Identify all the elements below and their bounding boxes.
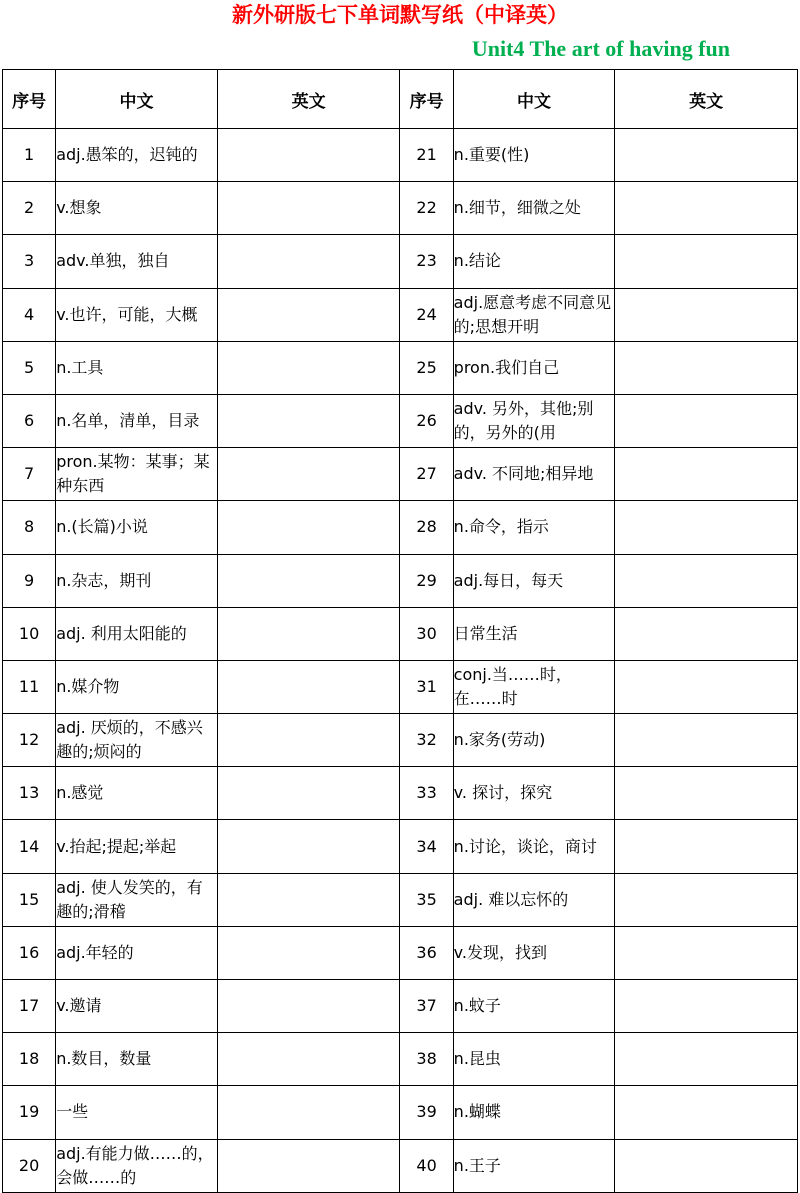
item-number: 29	[400, 554, 453, 607]
table-row	[3, 1033, 798, 1086]
chinese-meaning: v.也许，可能，大概	[56, 288, 218, 341]
item-number: 32	[400, 714, 453, 767]
item-number: 19	[3, 1086, 56, 1139]
item-number: 3	[3, 235, 56, 288]
item-number: 11	[3, 660, 56, 713]
chinese-meaning: n.蝴蝶	[453, 1086, 615, 1139]
chinese-meaning: adj.愿意考虑不同意见的;思想开明	[453, 288, 615, 341]
table-row	[3, 182, 798, 235]
chinese-meaning: adv.单独，独自	[56, 235, 218, 288]
english-answer-blank[interactable]	[217, 182, 400, 235]
item-number: 34	[400, 820, 453, 873]
item-number: 40	[400, 1139, 453, 1192]
table-row	[3, 554, 798, 607]
header-english: 英文	[615, 70, 798, 129]
chinese-meaning: n.杂志，期刊	[56, 554, 218, 607]
table-row	[3, 714, 798, 767]
english-answer-blank[interactable]	[615, 820, 798, 873]
english-answer-blank[interactable]	[615, 448, 798, 501]
english-answer-blank[interactable]	[615, 394, 798, 447]
english-answer-blank[interactable]	[217, 607, 400, 660]
english-answer-blank[interactable]	[217, 129, 400, 182]
header-chinese: 中文	[453, 70, 615, 129]
table-row	[3, 1139, 798, 1192]
item-number: 21	[400, 129, 453, 182]
english-answer-blank[interactable]	[615, 660, 798, 713]
english-answer-blank[interactable]	[615, 235, 798, 288]
chinese-meaning: n.感觉	[56, 767, 218, 820]
table-row	[3, 1086, 798, 1139]
unit-subtitle: Unit4 The art of having fun	[471, 36, 730, 61]
chinese-meaning: adj.愚笨的，迟钝的	[56, 129, 218, 182]
english-answer-blank[interactable]	[217, 501, 400, 554]
chinese-meaning: v.邀请	[56, 980, 218, 1033]
english-answer-blank[interactable]	[615, 714, 798, 767]
item-number: 8	[3, 501, 56, 554]
item-number: 35	[400, 873, 453, 926]
item-number: 9	[3, 554, 56, 607]
item-number: 38	[400, 1033, 453, 1086]
english-answer-blank[interactable]	[217, 660, 400, 713]
item-number: 15	[3, 873, 56, 926]
english-answer-blank[interactable]	[217, 1139, 400, 1192]
chinese-meaning: n.家务(劳动)	[453, 714, 615, 767]
table-row	[3, 980, 798, 1033]
table-row	[3, 448, 798, 501]
vocabulary-table	[2, 69, 798, 1193]
english-answer-blank[interactable]	[615, 182, 798, 235]
chinese-meaning: n.名单，清单，目录	[56, 394, 218, 447]
item-number: 23	[400, 235, 453, 288]
item-number: 26	[400, 394, 453, 447]
table-row	[3, 341, 798, 394]
table-row	[3, 129, 798, 182]
english-answer-blank[interactable]	[217, 873, 400, 926]
chinese-meaning: adj.有能力做……的，会做……的	[56, 1139, 218, 1192]
item-number: 5	[3, 341, 56, 394]
item-number: 33	[400, 767, 453, 820]
item-number: 28	[400, 501, 453, 554]
table-row	[3, 820, 798, 873]
english-answer-blank[interactable]	[217, 341, 400, 394]
english-answer-blank[interactable]	[615, 501, 798, 554]
english-answer-blank[interactable]	[615, 980, 798, 1033]
english-answer-blank[interactable]	[217, 554, 400, 607]
english-answer-blank[interactable]	[217, 1086, 400, 1139]
table-row	[3, 660, 798, 713]
table-header-row	[3, 70, 798, 129]
english-answer-blank[interactable]	[615, 341, 798, 394]
chinese-meaning: pron.我们自己	[453, 341, 615, 394]
chinese-meaning: adj.年轻的	[56, 926, 218, 979]
chinese-meaning: n.昆虫	[453, 1033, 615, 1086]
english-answer-blank[interactable]	[615, 1139, 798, 1192]
chinese-meaning: n.细节，细微之处	[453, 182, 615, 235]
chinese-meaning: adj.每日，每天	[453, 554, 615, 607]
item-number: 1	[3, 129, 56, 182]
chinese-meaning: adj. 使人发笑的，有趣的;滑稽	[56, 873, 218, 926]
chinese-meaning: adj. 难以忘怀的	[453, 873, 615, 926]
chinese-meaning: v.想象	[56, 182, 218, 235]
english-answer-blank[interactable]	[217, 394, 400, 447]
chinese-meaning: n.数目，数量	[56, 1033, 218, 1086]
chinese-meaning: adj. 厌烦的，不感兴趣的;烦闷的	[56, 714, 218, 767]
item-number: 27	[400, 448, 453, 501]
item-number: 37	[400, 980, 453, 1033]
english-answer-blank[interactable]	[217, 714, 400, 767]
english-answer-blank[interactable]	[615, 1033, 798, 1086]
chinese-meaning: adj. 利用太阳能的	[56, 607, 218, 660]
item-number: 22	[400, 182, 453, 235]
english-answer-blank[interactable]	[615, 873, 798, 926]
english-answer-blank[interactable]	[217, 926, 400, 979]
english-answer-blank[interactable]	[217, 767, 400, 820]
english-answer-blank[interactable]	[615, 129, 798, 182]
chinese-meaning: n.工具	[56, 341, 218, 394]
header-english: 英文	[217, 70, 400, 129]
english-answer-blank[interactable]	[217, 448, 400, 501]
item-number: 10	[3, 607, 56, 660]
item-number: 4	[3, 288, 56, 341]
english-answer-blank[interactable]	[615, 607, 798, 660]
chinese-meaning: n.媒介物	[56, 660, 218, 713]
chinese-meaning: n.王子	[453, 1139, 615, 1192]
chinese-meaning: pron.某物：某事；某种东西	[56, 448, 218, 501]
table-row	[3, 501, 798, 554]
table-row	[3, 235, 798, 288]
chinese-meaning: n.讨论，谈论，商讨	[453, 820, 615, 873]
header-chinese: 中文	[56, 70, 218, 129]
item-number: 16	[3, 926, 56, 979]
chinese-meaning: v.发现，找到	[453, 926, 615, 979]
table-row	[3, 926, 798, 979]
chinese-meaning: adv. 不同地;相异地	[453, 448, 615, 501]
table-row	[3, 767, 798, 820]
english-answer-blank[interactable]	[217, 288, 400, 341]
item-number: 25	[400, 341, 453, 394]
item-number: 14	[3, 820, 56, 873]
item-number: 12	[3, 714, 56, 767]
chinese-meaning: n.命令，指示	[453, 501, 615, 554]
table-row	[3, 873, 798, 926]
item-number: 6	[3, 394, 56, 447]
chinese-meaning: 日常生活	[453, 607, 615, 660]
item-number: 36	[400, 926, 453, 979]
chinese-meaning: conj.当……时，在……时	[453, 660, 615, 713]
table-body	[3, 129, 798, 1193]
english-answer-blank[interactable]	[615, 288, 798, 341]
english-answer-blank[interactable]	[217, 1033, 400, 1086]
chinese-meaning: adv. 另外，其他;别的，另外的(用	[453, 394, 615, 447]
english-answer-blank[interactable]	[217, 980, 400, 1033]
item-number: 31	[400, 660, 453, 713]
page-title: 新外研版七下单词默写纸（中译英）	[232, 3, 568, 27]
chinese-meaning: v.抬起;提起;举起	[56, 820, 218, 873]
table-row	[3, 607, 798, 660]
english-answer-blank[interactable]	[615, 554, 798, 607]
chinese-meaning: v. 探讨，探究	[453, 767, 615, 820]
english-answer-blank[interactable]	[615, 767, 798, 820]
chinese-meaning: n.重要(性)	[453, 129, 615, 182]
item-number: 17	[3, 980, 56, 1033]
header-number: 序号	[400, 70, 453, 129]
item-number: 24	[400, 288, 453, 341]
header-number: 序号	[3, 70, 56, 129]
item-number: 18	[3, 1033, 56, 1086]
chinese-meaning: 一些	[56, 1086, 218, 1139]
item-number: 30	[400, 607, 453, 660]
item-number: 13	[3, 767, 56, 820]
item-number: 39	[400, 1086, 453, 1139]
english-answer-blank[interactable]	[217, 820, 400, 873]
item-number: 2	[3, 182, 56, 235]
table-row	[3, 288, 798, 341]
chinese-meaning: n.蚊子	[453, 980, 615, 1033]
table-row	[3, 394, 798, 447]
chinese-meaning: n.(长篇)小说	[56, 501, 218, 554]
item-number: 20	[3, 1139, 56, 1192]
english-answer-blank[interactable]	[615, 1086, 798, 1139]
chinese-meaning: n.结论	[453, 235, 615, 288]
english-answer-blank[interactable]	[615, 926, 798, 979]
item-number: 7	[3, 448, 56, 501]
english-answer-blank[interactable]	[217, 235, 400, 288]
